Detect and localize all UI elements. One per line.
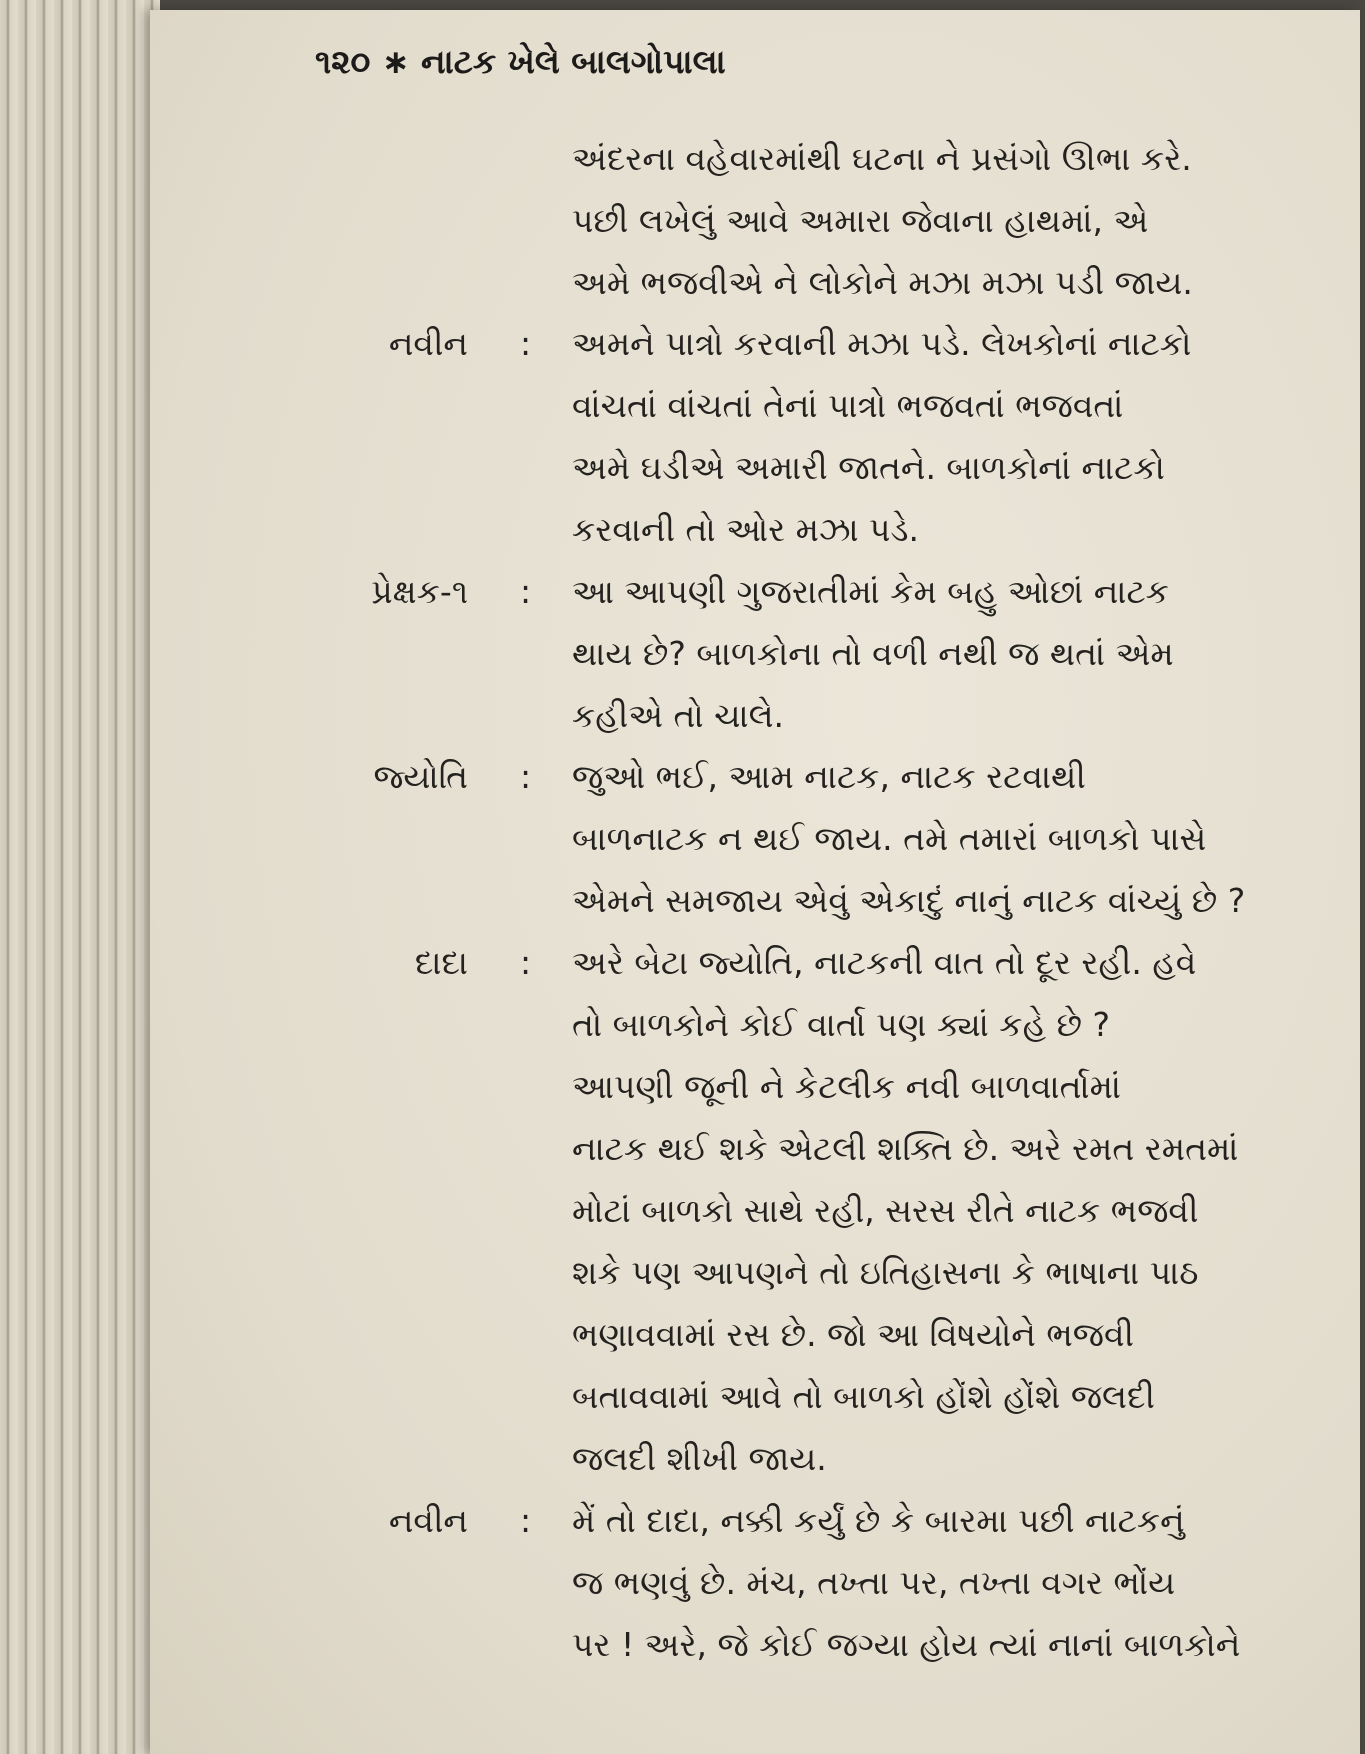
speaker-colon: : [520, 1501, 532, 1540]
dialogue-line: જુઓ ભઈ, આમ નાટક, નાટક રટવાથી [572, 757, 1086, 796]
dialogue-line: મેં તો દાદા, નક્કી કર્યું છે કે બારમા પછી નાટકનું [572, 1501, 1185, 1540]
dialogue-line: તો બાળકોને કોઈ વાર્તા પણ ક્યાં કહે છે ? [572, 1005, 1111, 1044]
speaker-name: નવીન [388, 324, 468, 363]
speaker-colon: : [520, 324, 532, 363]
dialogue-line: એમને સમજાય એવું એકાદું નાનું નાટક વાંચ્યું છે ? [572, 881, 1246, 920]
dialogue-line: વાંચતાં વાંચતાં તેનાં પાત્રો ભજવતાં ભજવતાં [572, 386, 1124, 425]
speaker-name: જ્યોતિ [373, 757, 468, 796]
speaker-colon: : [520, 757, 532, 796]
speaker-name: દાદા [414, 943, 468, 982]
speaker-name: નવીન [388, 1501, 468, 1540]
dialogue-line: મોટાં બાળકો સાથે રહી, સરસ રીતે નાટક ભજવી [572, 1191, 1199, 1230]
dialogue-line: બતાવવામાં આવે તો બાળકો હોંશે હોંશે જલદી [572, 1377, 1155, 1416]
dialogue-line: થાય છે? બાળકોના તો વળી નથી જ થતાં એમ [572, 634, 1174, 673]
dialogue-line: અમને પાત્રો કરવાની મઝા પડે. લેખકોનાં નાટકો [572, 324, 1192, 363]
running-head: ૧૨૦ ∗ નાટક ખેલે બાલગોપાલા [315, 42, 726, 81]
speaker-name: પ્રેક્ષક-૧ [371, 572, 468, 611]
dialogue-line: પર ! અરે, જે કોઈ જગ્યા હોય ત્યાં નાનાં બાળકોને [572, 1625, 1241, 1664]
dialogue-line: અંદરના વહેવારમાંથી ઘટના ને પ્રસંગો ઊભા કરે. [572, 139, 1192, 178]
dialogue-line: અમે ભજવીએ ને લોકોને મઝા મઝા પડી જાય. [572, 263, 1193, 302]
dialogue-line: અમે ઘડીએ અમારી જાતને. બાળકોનાં નાટકો [572, 448, 1165, 487]
dialogue-line: ભણાવવામાં રસ છે. જો આ વિષયોને ભજવી [572, 1315, 1134, 1354]
dialogue-line: બાળનાટક ન થઈ જાય. તમે તમારાં બાળકો પાસે [572, 819, 1207, 858]
speaker-colon: : [520, 943, 532, 982]
dialogue-line: નાટક થઈ શકે એટલી શક્તિ છે. અરે રમત રમતમાં [572, 1129, 1239, 1168]
dialogue-line: કહીએ તો ચાલે. [572, 696, 785, 735]
dialogue-line: જલદી શીખી જાય. [572, 1439, 827, 1478]
dialogue-line: શકે પણ આપણને તો ઇતિહાસના કે ભાષાના પાઠ [572, 1253, 1199, 1292]
page-stack-edges [0, 0, 160, 1754]
dialogue-line: અરે બેટા જ્યોતિ, નાટકની વાત તો દૂર રહી. હવે [572, 943, 1197, 982]
dialogue-line: આપણી જૂની ને કેટલીક નવી બાળવાર્તામાં [572, 1067, 1121, 1106]
dialogue-line: આ આપણી ગુજરાતીમાં કેમ બહુ ઓછાં નાટક [572, 572, 1169, 611]
dialogue-line: પછી લખેલું આવે અમારા જેવાના હાથમાં, એ [572, 201, 1149, 240]
dialogue-line: જ ભણવું છે. મંચ, તખ્તા પર, તખ્તા વગર ભોંય [572, 1563, 1176, 1602]
dialogue-line: કરવાની તો ઓર મઝા પડે. [572, 510, 920, 549]
speaker-colon: : [520, 572, 532, 611]
